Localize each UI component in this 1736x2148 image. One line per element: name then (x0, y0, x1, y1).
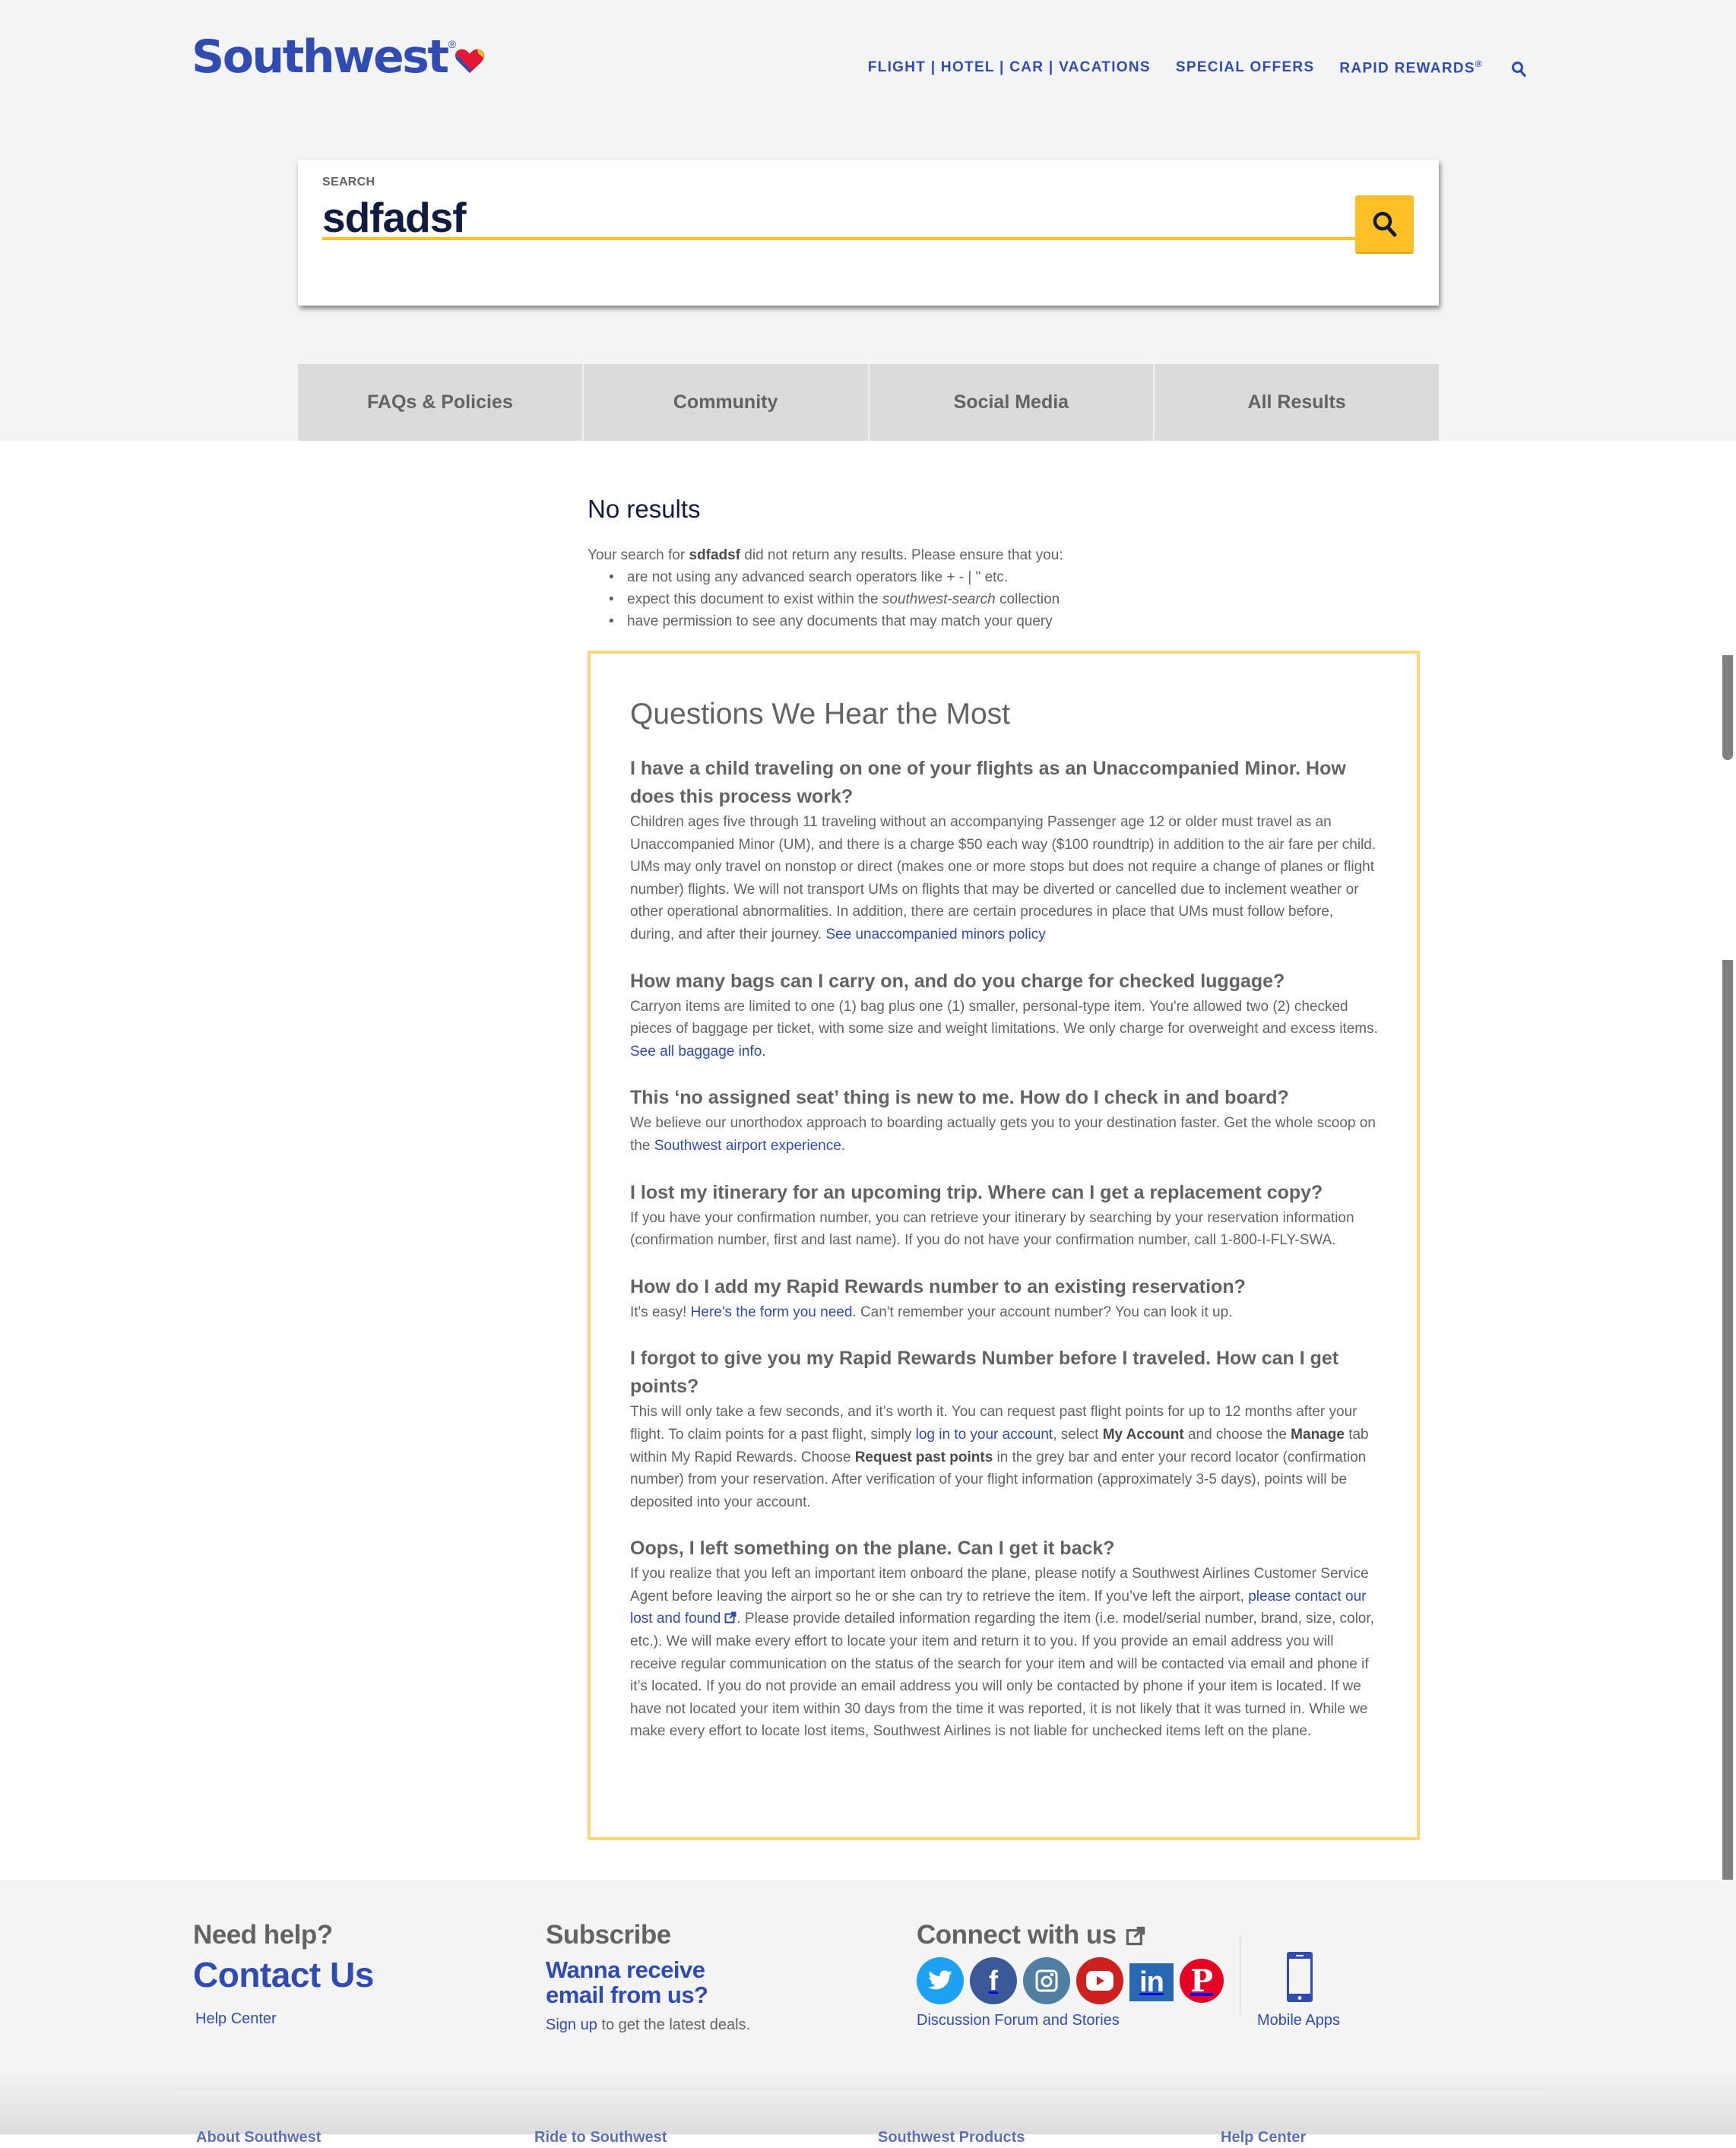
unaccompanied-minors-link[interactable]: See unaccompanied minors policy (825, 926, 1046, 943)
nav-flight-hotel-car-vacations[interactable]: FLIGHT | HOTEL | CAR | VACATIONS (867, 59, 1151, 75)
heart-icon (455, 47, 485, 74)
discussion-forum-link[interactable]: Discussion Forum and Stories (917, 2012, 1120, 2029)
footer-link-ride[interactable]: Ride to Southwest (534, 2129, 667, 2146)
tip-text: expect this document to exist within the (627, 591, 882, 607)
search-icon (1371, 210, 1399, 239)
answer-text: , select (1053, 1426, 1103, 1443)
faq-question: How many bags can I carry on, and do you charge for checked luggage? (630, 970, 1285, 992)
answer-text: We believe our unorthodox approach to boarding actually gets you to your destination faster. Get the whole scoop on the (630, 1115, 1376, 1154)
answer-text: in the grey bar and enter your record locator (confirmation number) from your reservation. After verification of your flight information (approximately 3-5 days), points will be deposited into your account. (630, 1449, 1367, 1510)
instagram-icon[interactable] (1023, 1957, 1070, 2004)
answer-text: . Please provide detailed information regarding the item (i.e. model/serial number, brand, size, color, etc.). We will make every effort to locate your item and return it to you. If you provide an email address you will receive regular communication on the status of the search for your item and will be contacted via email and phone if it’s located. If you do not provide an email address you will only be contacted by phone if your item is located. If we have not located your item within 30 days from the time it was reported, it is not likely that it was turned in. While we make every effort to locate lost items, Southwest Airlines is not liable for unchecked items left on the plane. (630, 1611, 1374, 1740)
footer-subscribe (546, 1919, 750, 2034)
nav-special-offers[interactable]: SPECIAL OFFERS (1175, 59, 1315, 75)
pinterest-icon[interactable]: P (1180, 1959, 1224, 2003)
mobile-phone-icon[interactable] (1286, 1951, 1313, 2003)
faq-answer (630, 1112, 1379, 1157)
faq-item (630, 1535, 1379, 1743)
footer-mobile (1257, 1951, 1340, 2029)
subscribe-email-link[interactable] (546, 1957, 750, 2007)
faq-question: This ‘no assigned seat’ thing is new to me. How do I check in and board? (630, 1087, 1289, 1109)
tip-text: collection (995, 591, 1060, 607)
faq-item (630, 1273, 1379, 1324)
tips-list (609, 566, 1424, 632)
help-center-link[interactable]: Help Center (195, 2010, 277, 2027)
answer-text: tab within My Rapid Rewards. Choose (630, 1426, 1369, 1465)
footer-link-products[interactable]: Southwest Products (878, 2129, 1025, 2146)
nav-rapid-rewards[interactable] (1339, 59, 1483, 77)
answer-text: Children ages five through 11 traveling without an accompanying Passenger age 12 or older must travel as an Unaccompanied Minor (UM), and there is a charge $50 each way ($100 roundtrip) in addition to the air fare per child. UMs may only travel on nonstop or direct (makes one or more stops but does not require a change of planes or flight number) flights. We will not transport UMs on flights that may be diverted or cancelled due to inclement weather or other operational abnormalities. In addition, there are certain procedures in place that UMs must follow before, during, and after their journey. (630, 814, 1376, 943)
faq-answer (630, 811, 1379, 946)
answer-text: Carryon items are limited to one (1) bag plus one (1) smaller, personal-type item. You're allowed two (2) checked pieces of baggage per ticket, with some size and weight limitations. We only charge for overweight and excess items. (630, 998, 1378, 1038)
faq-item (630, 755, 1379, 946)
logo-wordmark: Southwest (192, 30, 448, 84)
linkedin-icon[interactable]: in (1129, 1963, 1174, 2001)
footer-divider (1240, 1936, 1241, 2015)
signup-text: to get the latest deals. (597, 2017, 751, 2033)
social-icons (917, 1957, 1224, 2004)
airport-experience-link[interactable]: Southwest airport experience. (654, 1137, 846, 1154)
footer-link-help[interactable]: Help Center (1221, 2129, 1307, 2146)
tab-faqs-policies[interactable]: FAQs & Policies (298, 364, 584, 441)
tab-all-results[interactable]: All Results (1155, 364, 1439, 441)
scrollbar-thumb[interactable] (1722, 655, 1733, 760)
answer-emphasis: My Account (1102, 1426, 1184, 1443)
youtube-icon[interactable] (1076, 1957, 1123, 2004)
connect-heading (917, 1919, 1224, 1951)
lost-and-found-label: please contact our lost and found (630, 1588, 1367, 1627)
signup-line (546, 2017, 750, 2034)
mobile-apps-link[interactable]: Mobile Apps (1257, 2012, 1340, 2029)
footer-help (193, 1919, 374, 2028)
answer-emphasis: Manage (1291, 1426, 1345, 1443)
subscribe-line-2: email from us? (546, 1982, 708, 2008)
faq-question: I lost my itinerary for an upcoming trip. Where can I get a replacement copy? (630, 1181, 1323, 1203)
no-results-summary (588, 544, 1424, 566)
tip-item: • are not using any advanced search operators like + - | " etc. (609, 566, 1424, 588)
faq-answer (630, 1401, 1379, 1513)
subscribe-line-1: Wanna receive (546, 1956, 705, 1983)
logo-registered-mark: ® (448, 38, 456, 50)
answer-emphasis: Request past points (854, 1449, 993, 1465)
search-input[interactable] (322, 198, 1376, 240)
faq-question: How do I add my Rapid Rewards number to an existing reservation? (630, 1275, 1246, 1297)
scrollbar-thumb[interactable] (1722, 960, 1733, 1906)
answer-text: This will only take a few seconds, and it’s worth it. You can request past flight points for up to 12 months after your flight. To claim points for a past flight, simply (630, 1404, 1357, 1443)
results-area (588, 493, 1424, 632)
main-nav (868, 58, 1526, 78)
answer-text: and choose the (1183, 1426, 1291, 1443)
nav-rapid-rewards-label: RAPID REWARDS (1339, 60, 1475, 77)
faq-answer (630, 1563, 1379, 1743)
no-results-title: No results (588, 495, 701, 523)
need-help-heading: Need help? (193, 1920, 333, 1950)
tip-item: • have permission to see any documents that may match your query (609, 610, 1424, 632)
facebook-icon[interactable]: f (970, 1957, 1017, 2004)
faq-panel (588, 651, 1420, 1840)
tip-item (609, 588, 1424, 610)
faq-question: I have a child traveling on one of your flights as an Unaccompanied Minor. How does this process work? (630, 758, 1346, 807)
no-results-message (588, 544, 1424, 632)
registered-mark: ® (1475, 58, 1483, 69)
faq-question: Oops, I left something on the plane. Can I get it back? (630, 1538, 1115, 1560)
faq-answer (630, 996, 1379, 1063)
faq-title: Questions We Hear the Most (630, 698, 1010, 730)
faq-item (630, 1345, 1379, 1513)
answer-text: . Can't remember your account number? You can look it up. (852, 1304, 1233, 1320)
faq-item (630, 1084, 1379, 1157)
tab-community[interactable]: Community (584, 364, 870, 441)
login-account-link[interactable]: log in to your account (915, 1426, 1053, 1443)
collection-name: southwest-search (882, 591, 996, 607)
external-link-icon (1126, 1926, 1145, 1946)
faq-answer (630, 1301, 1379, 1324)
search-label: SEARCH (322, 176, 375, 189)
search-submit-button[interactable] (1355, 195, 1414, 254)
summary-suffix: did not return any results. Please ensure that you: (740, 547, 1063, 563)
result-tabs (298, 364, 1439, 441)
summary-query: sdfadsf (689, 547, 741, 563)
summary-prefix: Your search for (588, 547, 689, 563)
footer-connect (917, 1919, 1224, 2029)
contact-us-link[interactable]: Contact Us (193, 1955, 374, 1994)
faq-answer: If you have your confirmation number, you can retrieve your itinerary by searching by your reservation information (confirmation number, first and last name). If you do not have your confirmation number, call 1-800-I-FLY-SWA. (630, 1209, 1354, 1249)
rapid-rewards-form-link[interactable]: Here's the form you need (690, 1304, 853, 1320)
tab-social-media[interactable]: Social Media (870, 364, 1155, 441)
search-panel (298, 160, 1439, 306)
search-icon[interactable] (1511, 61, 1526, 78)
external-link-icon (724, 1611, 737, 1624)
faq-item (630, 968, 1379, 1063)
answer-text: It's easy! (630, 1304, 691, 1320)
answer-text: If you realize that you left an important item onboard the plane, please notify a Southwest Airlines Customer Service Agent before leaving the airport so he or she can try to retrieve the item. If you’ve left the airport, (630, 1566, 1369, 1605)
sign-up-link[interactable]: Sign up (546, 2017, 597, 2033)
subscribe-heading: Subscribe (546, 1920, 671, 1950)
baggage-info-link[interactable]: See all baggage info. (630, 1043, 766, 1060)
connect-heading-text: Connect with us (917, 1920, 1117, 1950)
southwest-logo[interactable] (192, 30, 485, 84)
faq-question: I forgot to give you my Rapid Rewards Number before I traveled. How can I get points? (630, 1348, 1339, 1398)
faq-item (630, 1179, 1379, 1252)
footer-rule (173, 2088, 1544, 2089)
twitter-icon[interactable] (917, 1957, 964, 2004)
footer-link-about[interactable]: About Southwest (196, 2129, 322, 2146)
